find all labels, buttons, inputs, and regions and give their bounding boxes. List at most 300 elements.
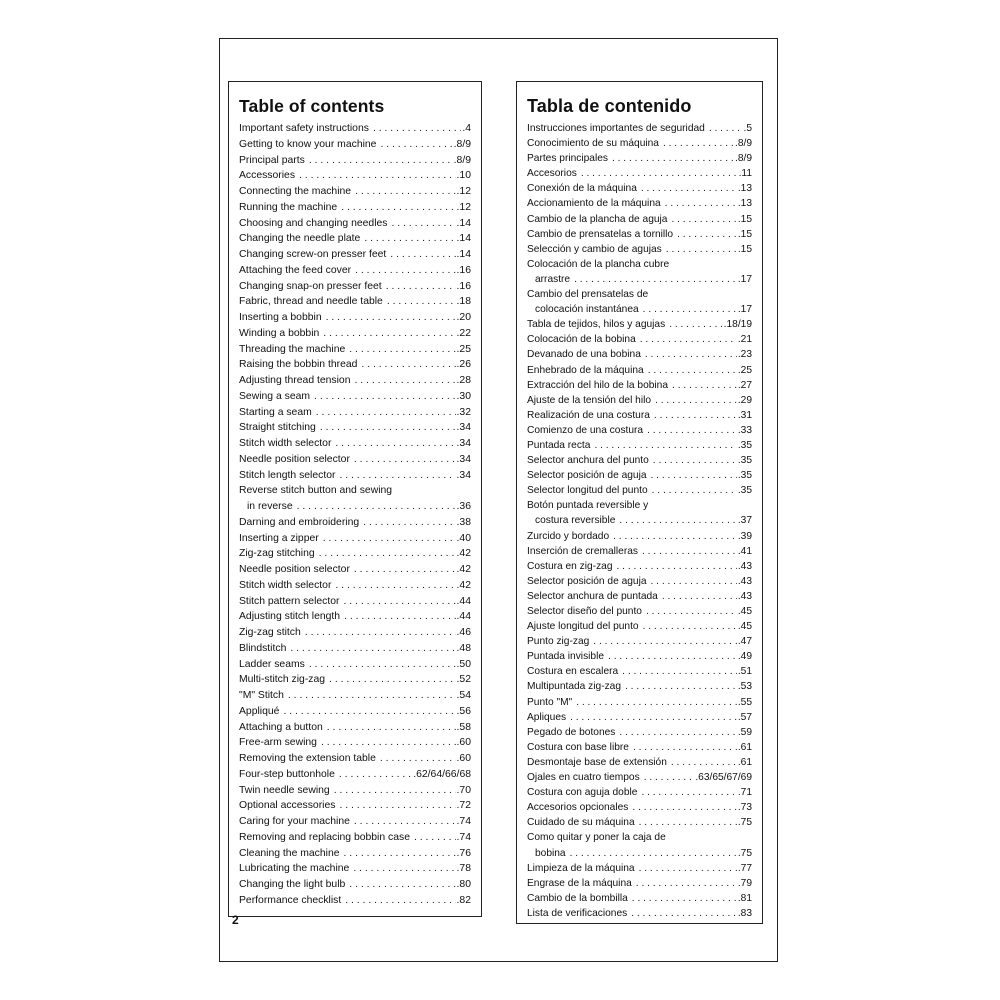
toc-entry-title: Cambio de la bombilla — [527, 892, 628, 904]
dot-leader — [305, 625, 456, 641]
dot-leader — [622, 664, 737, 679]
toc-entry-page: .58 — [456, 721, 471, 733]
es-toc-entry — [527, 725, 752, 740]
toc-entry-title: Removing the extension table — [239, 753, 376, 764]
dot-leader — [299, 168, 456, 184]
en-toc-entry — [239, 594, 471, 610]
en-toc-entry — [239, 247, 471, 263]
dot-leader — [349, 342, 455, 358]
en-toc-entry — [239, 578, 471, 594]
dot-leader — [321, 735, 456, 751]
toc-entry-page: .18 — [456, 296, 471, 308]
es-toc-entry — [527, 544, 752, 559]
toc-entry-page: .14 — [456, 217, 471, 229]
toc-entry-page: .62/64/66/68 — [413, 768, 471, 780]
dot-leader — [581, 166, 738, 181]
en-toc-entry — [239, 562, 471, 578]
dot-leader — [355, 263, 455, 279]
dot-leader — [290, 641, 455, 657]
en-toc-entry — [239, 751, 471, 767]
toc-entry-page: .52 — [456, 674, 471, 686]
dot-leader — [643, 302, 737, 317]
es-toc-entry — [527, 257, 752, 287]
dot-leader — [323, 531, 456, 547]
toc-entry-page: .57 — [737, 711, 752, 723]
toc-entry-page: .27 — [737, 379, 752, 391]
toc-entry-page: .40 — [456, 532, 471, 544]
toc-entry-page: .59 — [737, 726, 752, 738]
dot-leader — [663, 136, 734, 151]
dot-leader — [643, 619, 737, 634]
dot-leader — [355, 184, 455, 200]
dot-leader — [665, 196, 737, 211]
toc-entry-page: .50 — [456, 658, 471, 670]
toc-entry-page: .79 — [737, 877, 752, 889]
es-toc-entry — [527, 242, 752, 257]
spanish-toc-list — [527, 121, 752, 921]
toc-entry-title: Selector longitud del punto — [527, 485, 648, 497]
toc-entry-page: .30 — [456, 390, 471, 402]
en-toc-entry — [239, 168, 471, 184]
dot-leader — [390, 247, 455, 263]
dot-leader — [391, 216, 455, 232]
toc-entry-title: Cambio de la plancha de aguja — [527, 213, 668, 225]
toc-entry-page: .15 — [737, 243, 752, 255]
toc-entry-title: Adjusting stitch length — [239, 611, 341, 623]
es-toc-entry — [527, 363, 752, 378]
en-toc-entry — [239, 846, 471, 862]
dot-leader — [631, 906, 737, 921]
dot-leader — [361, 357, 455, 373]
toc-entry-page: .8/9 — [735, 138, 752, 150]
toc-entry-page: .13 — [737, 183, 752, 195]
toc-entry-title: Multipuntada zig-zag — [527, 681, 622, 693]
toc-entry-page: .39 — [737, 530, 752, 542]
toc-entry-title: Important safety instructions — [239, 123, 369, 134]
toc-entry-title: Zig-zag stitching — [239, 548, 315, 560]
toc-entry-title: Needle position selector — [239, 564, 350, 575]
dot-leader — [651, 574, 737, 589]
es-toc-entry — [527, 393, 752, 408]
toc-entry-title: Stitch width selector — [239, 579, 332, 591]
toc-entry-title: Ojales en cuatro tiempos — [527, 772, 640, 784]
dot-leader — [593, 634, 737, 649]
toc-entry-title: Darning and embroidering — [239, 516, 360, 528]
en-toc-entry — [239, 688, 471, 704]
spanish-toc-heading: Tabla de contenido — [527, 96, 692, 116]
es-toc-entry — [527, 559, 752, 574]
dot-leader — [669, 317, 722, 332]
english-toc-list — [239, 121, 471, 909]
dot-leader — [380, 137, 452, 153]
es-toc-entry — [527, 770, 752, 785]
toc-entry-page: .60 — [456, 753, 471, 764]
en-toc-entry — [239, 405, 471, 421]
toc-entry-title: Realización de una costura — [527, 409, 650, 421]
es-toc-entry — [527, 891, 752, 906]
toc-entry-title: costura reversible — [535, 515, 616, 527]
toc-entry-title: Changing the light bulb — [239, 879, 346, 890]
en-toc-entry — [239, 625, 471, 641]
en-toc-entry — [239, 452, 471, 468]
toc-entry-title: Costura en escalera — [527, 666, 619, 678]
dot-leader — [345, 893, 455, 909]
toc-entry-title: Cuidado de su máquina — [527, 817, 635, 829]
es-toc-entry — [527, 634, 752, 649]
spanish-toc-column — [516, 81, 763, 924]
toc-entry-title: Punto zig-zag — [527, 636, 590, 648]
dot-leader — [309, 153, 453, 169]
toc-entry-title: Cambio del prensatelas de — [527, 289, 649, 301]
toc-entry-title: Puntada invisible — [527, 651, 605, 663]
toc-entry-title: Multi-stitch zig-zag — [239, 674, 326, 686]
en-toc-entry — [239, 767, 471, 783]
en-toc-entry — [239, 720, 471, 736]
toc-entry-page: .31 — [737, 409, 752, 421]
toc-entry-page: .34 — [456, 422, 471, 434]
dot-leader — [288, 688, 456, 704]
dot-leader — [316, 405, 456, 421]
es-toc-entry — [527, 695, 752, 710]
toc-entry-title: Botón puntada reversible y — [527, 500, 649, 512]
toc-entry-page: .35 — [737, 455, 752, 467]
dot-leader — [354, 562, 456, 578]
dot-leader — [354, 452, 456, 468]
es-toc-entry — [527, 800, 752, 815]
toc-entry-page: .81 — [737, 892, 752, 904]
dot-leader — [632, 891, 737, 906]
dot-leader — [672, 378, 737, 393]
toc-entry-page: .76 — [456, 847, 471, 859]
toc-entry-title: Stitch width selector — [239, 438, 332, 449]
toc-entry-page: .78 — [456, 863, 471, 875]
toc-entry-title: Removing and replacing bobbin case — [239, 831, 410, 843]
es-toc-entry — [527, 619, 752, 634]
en-toc-entry — [239, 216, 471, 232]
toc-entry-page: .12 — [456, 201, 471, 213]
dot-leader — [344, 594, 456, 610]
toc-entry-title: Desmontaje base de extensión — [527, 756, 667, 768]
toc-entry-page: .44 — [456, 611, 471, 623]
toc-entry-title: Ladder seams — [239, 658, 305, 670]
toc-entry-title: Zurcido y bordado — [527, 530, 610, 542]
toc-entry-page: .14 — [456, 249, 471, 260]
toc-entry-page: .10 — [456, 170, 471, 182]
dot-leader — [662, 589, 737, 604]
toc-entry-title: Fabric, thread and needle table — [239, 296, 383, 308]
toc-entry-page: .38 — [456, 516, 471, 528]
toc-entry-title: Zig-zag stitch — [239, 627, 301, 638]
toc-entry-title: Changing the needle plate — [239, 233, 361, 245]
dot-leader — [373, 121, 461, 137]
toc-entry-title: Running the machine — [239, 201, 338, 213]
dot-leader — [349, 877, 455, 893]
toc-entry-title: "M" Stitch — [239, 690, 284, 701]
es-toc-entry — [527, 212, 752, 227]
toc-entry-page: .20 — [456, 312, 471, 323]
toc-entry-page: .32 — [456, 406, 471, 418]
es-toc-entry — [527, 529, 752, 544]
es-toc-entry — [527, 861, 752, 876]
es-toc-entry — [527, 815, 752, 830]
toc-entry-title: Selector posición de aguja — [527, 575, 647, 587]
toc-entry-page: .75 — [737, 817, 752, 829]
toc-entry-page: .16 — [456, 264, 471, 276]
toc-entry-title: Selector diseño del punto — [527, 606, 642, 617]
dot-leader — [574, 272, 737, 287]
toc-entry-page: .8/9 — [735, 153, 752, 165]
toc-entry-title: Winding a bobbin — [239, 327, 320, 339]
toc-entry-page: .4 — [462, 123, 471, 134]
dot-leader — [647, 423, 737, 438]
toc-entry-page: .8/9 — [453, 154, 471, 166]
toc-entry-title: Costura con base libre — [527, 741, 629, 753]
toc-entry-title: Twin needle sewing — [239, 784, 330, 796]
en-toc-entry — [239, 342, 471, 358]
toc-entry-title: Principal parts — [239, 154, 305, 166]
toc-entry-page: .8/9 — [453, 138, 471, 150]
dot-leader — [297, 499, 456, 515]
toc-entry-page: .43 — [737, 590, 752, 602]
toc-entry-page: .25 — [456, 343, 471, 355]
dot-leader — [652, 483, 737, 498]
toc-entry-title: Costura con aguja doble — [527, 787, 638, 799]
dot-leader — [323, 326, 455, 342]
en-toc-entry — [239, 814, 471, 830]
toc-entry-page: .61 — [737, 741, 752, 753]
toc-entry-title: Instrucciones importantes de seguridad — [527, 123, 705, 134]
dot-leader — [327, 720, 456, 736]
es-toc-entry — [527, 136, 752, 151]
toc-entry-page: .15 — [737, 228, 752, 240]
es-toc-entry — [527, 332, 752, 347]
english-toc-heading: Table of contents — [239, 96, 385, 116]
dot-leader — [339, 798, 455, 814]
toc-entry-title: Stitch length selector — [239, 469, 336, 481]
toc-entry-page: .17 — [737, 273, 752, 285]
dot-leader — [326, 310, 456, 326]
toc-entry-page: .61 — [737, 756, 752, 768]
toc-entry-title: Ajuste de la tensión del hilo — [527, 394, 652, 406]
toc-entry-title: Lubricating the machine — [239, 863, 350, 875]
toc-entry-page: .12 — [456, 186, 471, 197]
dot-leader — [641, 181, 737, 196]
toc-entry-page: .25 — [737, 364, 752, 376]
toc-entry-page: .11 — [738, 168, 752, 180]
toc-entry-page: .45 — [737, 621, 752, 633]
dot-leader — [671, 755, 737, 770]
toc-entry-page: .48 — [456, 642, 471, 654]
toc-entry-page: .21 — [737, 334, 752, 346]
dot-leader — [594, 438, 736, 453]
toc-entry-page: .18/19 — [723, 319, 752, 331]
toc-entry-title: Inserción de cremalleras — [527, 545, 638, 557]
dot-leader — [335, 578, 455, 594]
manual-page — [219, 38, 778, 962]
toc-entry-title: Selector anchura del punto — [527, 455, 649, 467]
dot-leader — [632, 800, 736, 815]
dot-leader — [363, 515, 455, 531]
en-toc-entry — [239, 877, 471, 893]
dot-leader — [364, 231, 455, 247]
es-toc-entry — [527, 649, 752, 664]
dot-leader — [619, 513, 736, 528]
toc-entry-page: .74 — [456, 831, 471, 843]
es-toc-entry — [527, 181, 752, 196]
dot-leader — [613, 529, 737, 544]
dot-leader — [651, 468, 737, 483]
toc-entry-page: .34 — [456, 469, 471, 481]
es-toc-entry — [527, 589, 752, 604]
toc-entry-continuation — [527, 272, 752, 287]
en-toc-entry — [239, 326, 471, 342]
toc-entry-title: Appliqué — [239, 705, 280, 717]
toc-entry-page: .23 — [737, 349, 752, 361]
es-toc-entry — [527, 408, 752, 423]
dot-leader — [640, 332, 737, 347]
es-toc-entry — [527, 483, 752, 498]
en-toc-entry — [239, 121, 471, 137]
toc-entry-page: .43 — [737, 560, 752, 572]
toc-entry-page: .35 — [737, 485, 752, 497]
dot-leader — [636, 876, 737, 891]
toc-entry-title: Engrase de la máquina — [527, 877, 632, 889]
toc-entry-title: Tabla de tejidos, hilos y agujas — [527, 319, 666, 331]
toc-entry-title: Devanado de una bobina — [527, 349, 641, 361]
dot-leader — [335, 436, 455, 452]
toc-entry-page: .80 — [456, 879, 471, 890]
toc-entry-page: .22 — [456, 327, 471, 339]
en-toc-entry — [239, 184, 471, 200]
toc-entry-title: Selección y cambio de agujas — [527, 243, 662, 255]
toc-entry-title: Stitch pattern selector — [239, 595, 340, 607]
toc-entry-page: .49 — [737, 651, 752, 663]
es-toc-entry — [527, 196, 752, 211]
dot-leader — [639, 861, 737, 876]
toc-entry-page: .43 — [737, 575, 752, 587]
es-toc-entry — [527, 604, 752, 619]
toc-entry-title: in reverse — [247, 501, 293, 512]
toc-entry-continuation — [527, 302, 752, 317]
dot-leader — [339, 468, 455, 484]
toc-entry-page: .47 — [737, 636, 752, 648]
toc-entry-page: .42 — [456, 564, 471, 575]
toc-entry-page: .82 — [456, 894, 471, 906]
dot-leader — [341, 200, 455, 216]
en-toc-entry — [239, 798, 471, 814]
toc-entry-page: .42 — [456, 579, 471, 591]
toc-entry-page: .74 — [456, 816, 471, 827]
toc-entry-page: .5 — [743, 123, 752, 134]
toc-entry-title: Threading the machine — [239, 343, 346, 355]
es-toc-entry — [527, 317, 752, 332]
es-toc-entry — [527, 740, 752, 755]
en-toc-entry — [239, 672, 471, 688]
en-toc-entry — [239, 373, 471, 389]
toc-entry-page: .14 — [456, 233, 471, 245]
es-toc-entry — [527, 498, 752, 528]
en-toc-entry — [239, 657, 471, 673]
es-toc-entry — [527, 438, 752, 453]
dot-leader — [633, 740, 737, 755]
toc-entry-title: Partes principales — [527, 153, 608, 165]
dot-leader — [570, 846, 737, 861]
toc-entry-page: .36 — [456, 501, 471, 512]
en-toc-entry — [239, 436, 471, 452]
toc-entry-page: .75 — [737, 847, 752, 859]
toc-entry-page: .42 — [456, 548, 471, 560]
toc-entry-page: .72 — [456, 800, 471, 812]
toc-entry-title: Free-arm sewing — [239, 737, 317, 749]
toc-entry-title: Needle position selector — [239, 453, 350, 465]
es-toc-entry — [527, 121, 752, 136]
toc-entry-title: Conexión de la máquina — [527, 183, 637, 195]
dot-leader — [355, 373, 456, 389]
es-toc-entry — [527, 151, 752, 166]
toc-entry-title: arrastre — [535, 273, 571, 285]
es-toc-entry — [527, 679, 752, 694]
toc-entry-title: Attaching the feed cover — [239, 264, 352, 276]
toc-entry-title: Reverse stitch button and sewing — [239, 485, 393, 497]
toc-entry-title: colocación instantánea — [535, 304, 639, 316]
toc-entry-title: Four-step buttonhole — [239, 768, 335, 780]
toc-entry-title: Blindstitch — [239, 642, 287, 654]
toc-entry-continuation — [527, 846, 752, 861]
toc-entry-title: Como quitar y poner la caja de — [527, 832, 666, 844]
toc-entry-page: .46 — [456, 627, 471, 638]
toc-entry-title: Connecting the machine — [239, 186, 352, 197]
toc-entry-title: Inserting a bobbin — [239, 312, 322, 323]
en-toc-entry — [239, 231, 471, 247]
toc-entry-title: Changing snap-on presser feet — [239, 280, 382, 292]
es-toc-entry — [527, 378, 752, 393]
es-toc-entry — [527, 664, 752, 679]
es-toc-entry — [527, 453, 752, 468]
dot-leader — [642, 544, 737, 559]
dot-leader — [380, 751, 456, 767]
toc-entry-page: .26 — [456, 359, 471, 371]
en-toc-entry — [239, 153, 471, 169]
dot-leader — [344, 846, 456, 862]
toc-entry-title: Accesorios opcionales — [527, 802, 629, 814]
toc-entry-title: Cambio de prensatelas a tornillo — [527, 228, 674, 240]
toc-entry-page: .54 — [456, 690, 471, 701]
dot-leader — [625, 679, 737, 694]
en-toc-entry — [239, 279, 471, 295]
toc-entry-page: .45 — [737, 606, 752, 617]
dot-leader — [309, 657, 456, 673]
es-toc-entry — [527, 755, 752, 770]
toc-entry-page: .73 — [737, 802, 752, 814]
toc-entry-title: Colocación de la bobina — [527, 334, 636, 346]
en-toc-entry — [239, 641, 471, 657]
toc-entry-page: .53 — [737, 681, 752, 693]
en-toc-entry — [239, 515, 471, 531]
dot-leader — [653, 453, 737, 468]
toc-entry-page: .16 — [456, 280, 471, 292]
toc-entry-title: Comienzo de una costura — [527, 424, 644, 436]
toc-entry-page: .34 — [456, 453, 471, 465]
en-toc-entry — [239, 893, 471, 909]
dot-leader — [387, 294, 456, 310]
toc-entry-page: .51 — [737, 666, 752, 678]
toc-entry-page: .71 — [737, 787, 752, 799]
en-toc-entry — [239, 310, 471, 326]
toc-entry-page: .34 — [456, 438, 471, 449]
es-toc-entry — [527, 876, 752, 891]
dot-leader — [344, 609, 455, 625]
toc-entry-page: .35 — [737, 470, 752, 482]
